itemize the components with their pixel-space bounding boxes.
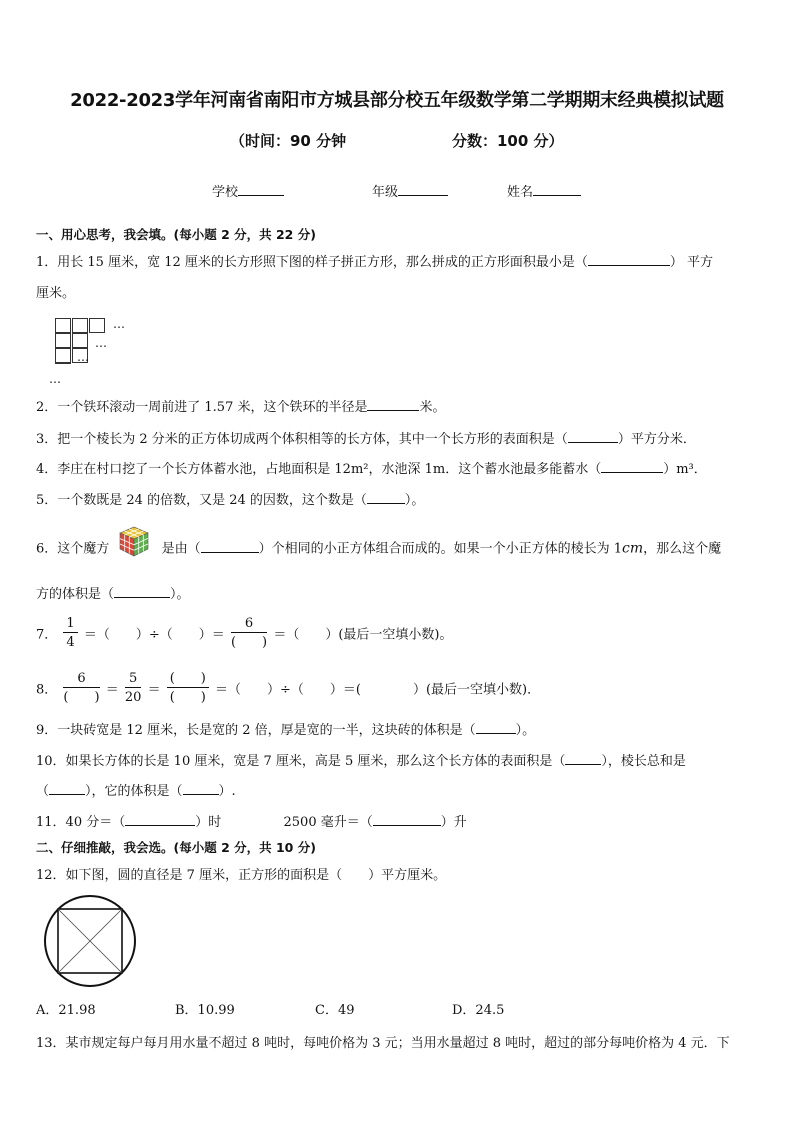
q12-option-d[interactable]: D．24.5 bbox=[452, 1003, 505, 1018]
q12-option-b[interactable]: B．10.99 bbox=[175, 1003, 235, 1018]
section-2-heading: 二、仔细推敲，我会选。(每小题 2 分，共 10 分) bbox=[36, 840, 316, 855]
ellipsis-row-2: … bbox=[95, 336, 106, 350]
question-3 bbox=[36, 428, 696, 447]
name-label: 姓名 bbox=[507, 185, 534, 200]
grade-field[interactable] bbox=[372, 181, 448, 200]
q8-fraction-2 bbox=[125, 672, 142, 704]
q1-text-3: 厘米。 bbox=[36, 286, 76, 301]
question-10-cont bbox=[36, 780, 236, 799]
rubiks-cube-icon bbox=[117, 524, 151, 562]
q2-text: 2．一个铁环滚动一周前进了 1.57 米，这个铁环的半径是 bbox=[36, 400, 368, 415]
q8-f1-denominator[interactable]: ( ) bbox=[63, 690, 100, 705]
q9-text-2: ）。 bbox=[515, 723, 536, 738]
question-9 bbox=[36, 719, 535, 738]
q6-volume-blank[interactable] bbox=[114, 585, 170, 598]
q7-fraction-2[interactable] bbox=[231, 617, 267, 649]
school-field[interactable] bbox=[212, 181, 284, 200]
figure-rect bbox=[72, 333, 88, 348]
question-4 bbox=[36, 458, 707, 477]
q1-answer-blank[interactable] bbox=[588, 253, 670, 266]
q7-text-2[interactable]: ＝（ ）(最后一空填小数)。 bbox=[273, 627, 453, 643]
q10-text-5: ）. bbox=[218, 784, 236, 799]
figure-rect bbox=[55, 333, 71, 348]
q8-f2-numerator: 5 bbox=[125, 672, 142, 688]
q11-liters-blank[interactable] bbox=[373, 813, 441, 826]
question-2 bbox=[36, 396, 446, 415]
question-7 bbox=[36, 617, 452, 649]
q6-unit: cm bbox=[621, 540, 644, 557]
ellipsis-row-4: … bbox=[49, 372, 60, 386]
q5-text-2: ）。 bbox=[404, 493, 425, 508]
q6-text-5: 方的体积是（ bbox=[36, 587, 115, 602]
question-8 bbox=[36, 672, 540, 704]
name-field[interactable] bbox=[507, 181, 581, 200]
q5-text: 5．一个数既是 24 的倍数，又是 24 的因数，这个数是（ bbox=[36, 493, 367, 508]
q1-text-2: ） 平方 bbox=[669, 255, 714, 270]
grade-blank[interactable] bbox=[398, 183, 448, 196]
question-10 bbox=[36, 750, 686, 769]
q8-f3-numerator[interactable]: ( ) bbox=[167, 672, 209, 688]
q10-text-2: ），棱长总和是 bbox=[601, 754, 686, 769]
q6-text-3: ）个相同的小正方体组合而成的。如果一个小正方体的棱长为 1 bbox=[258, 541, 622, 557]
q6-text-4: ，那么这个魔 bbox=[643, 541, 722, 557]
q8-equals-2: ＝ bbox=[147, 682, 161, 698]
q8-f1-numerator: 6 bbox=[63, 672, 99, 688]
question-13: 13．某市规定每户每月用水量不超过 8 吨时，每吨价格为 3 元；当用水量超过 8 吨时，超过的部分每吨价格为 4 元．下 bbox=[36, 1036, 730, 1051]
grade-label: 年级 bbox=[372, 185, 399, 200]
q9-text: 9．一块砖宽是 12 厘米，长是宽的 2 倍，厚是宽的一半，这块砖的体积是（ bbox=[36, 723, 476, 738]
q7-fraction-1 bbox=[63, 617, 77, 649]
circle-square-figure bbox=[40, 893, 140, 997]
q12-option-a[interactable]: A．21.98 bbox=[36, 1003, 96, 1018]
q2-text-2: 米。 bbox=[419, 400, 446, 415]
q1-text: 1．用长 15 厘米，宽 12 厘米的长方形照下图的样子拼正方形，那么拼成的正方形面积最小是（ bbox=[36, 255, 588, 270]
figure-rect bbox=[72, 318, 88, 333]
q3-text-2: ）平方分米． bbox=[617, 432, 696, 447]
q7-f2-numerator: 6 bbox=[231, 617, 267, 633]
q10-text: 10．如果长方体的长是 10 厘米，宽是 7 厘米，高是 5 厘米，那么这个长方体的表面积是（ bbox=[36, 754, 566, 769]
q10-volume-blank[interactable] bbox=[183, 782, 219, 795]
q4-answer-blank[interactable] bbox=[601, 460, 663, 473]
q8-f2-denominator: 20 bbox=[124, 690, 142, 705]
figure-rect-edge bbox=[55, 363, 71, 364]
question-6-cont bbox=[36, 583, 190, 602]
q10-text-4: ），它的体积是（ bbox=[85, 784, 183, 799]
q8-number: 8． bbox=[36, 682, 58, 698]
exam-time: （时间：90 分钟 bbox=[230, 132, 347, 150]
q8-equals: ＝ bbox=[105, 682, 119, 698]
q3-answer-blank[interactable] bbox=[568, 430, 618, 443]
figure-rect bbox=[89, 318, 105, 333]
q10-area-blank[interactable] bbox=[565, 752, 601, 765]
q8-fraction-3[interactable] bbox=[167, 672, 209, 704]
q2-answer-blank[interactable] bbox=[367, 398, 419, 411]
exam-title: 2022-2023学年河南省南阳市方城县部分校五年级数学第二学期期末经典模拟试题 bbox=[70, 90, 724, 111]
q11-text-3: 2500 毫升＝（ bbox=[283, 815, 373, 830]
q7-f1-denominator: 4 bbox=[66, 635, 75, 650]
q11-text-2: ）时 bbox=[195, 815, 222, 830]
q12-option-c[interactable]: C．49 bbox=[315, 1003, 355, 1018]
q11-text: 11．40 分＝（ bbox=[36, 815, 126, 830]
ellipsis-row-3: … bbox=[77, 350, 88, 364]
ellipsis-row-1: … bbox=[113, 317, 124, 331]
q4-text-2: ）m³． bbox=[663, 462, 707, 477]
question-11 bbox=[36, 811, 467, 830]
question-6 bbox=[36, 536, 721, 562]
figure-rect bbox=[55, 318, 71, 333]
q8-f3-denominator[interactable]: ( ) bbox=[169, 690, 206, 705]
figure-rect bbox=[55, 348, 71, 363]
q7-f2-denominator[interactable]: ( ) bbox=[230, 635, 268, 650]
question-5 bbox=[36, 489, 424, 508]
q8-text[interactable]: ＝（ ）÷（ ）＝( ）(最后一空填小数)． bbox=[215, 682, 541, 698]
school-label: 学校 bbox=[212, 185, 239, 200]
q6-text-2: 是由（ bbox=[161, 541, 201, 557]
name-blank[interactable] bbox=[533, 183, 581, 196]
q6-text: 6．这个魔方 bbox=[36, 541, 110, 557]
school-blank[interactable] bbox=[238, 183, 284, 196]
q6-count-blank[interactable] bbox=[201, 540, 259, 553]
q5-answer-blank[interactable] bbox=[367, 491, 405, 504]
q7-number: 7． bbox=[36, 627, 58, 643]
question-1 bbox=[36, 251, 713, 270]
section-1-heading: 一、用心思考，我会填。(每小题 2 分，共 22 分) bbox=[36, 227, 316, 242]
q3-text: 3．把一个棱长为 2 分米的正方体切成两个体积相等的长方体，其中一个长方形的表面积是（ bbox=[36, 432, 568, 447]
q7-text[interactable]: ＝（ ）÷（ ）＝ bbox=[83, 627, 225, 643]
q9-answer-blank[interactable] bbox=[476, 721, 516, 734]
q10-edge-blank[interactable] bbox=[49, 782, 85, 795]
q11-hours-blank[interactable] bbox=[125, 813, 195, 826]
q4-text: 4．李庄在村口挖了一个长方体蓄水池，占地面积是 12m²，水池深 1m．这个蓄水池最多能蓄水（ bbox=[36, 462, 602, 477]
q6-text-6: ）。 bbox=[170, 587, 190, 602]
q7-f1-numerator: 1 bbox=[63, 617, 77, 633]
question-12: 12．如下图，圆的直径是 7 厘米，正方形的面积是（ ）平方厘米。 bbox=[36, 868, 447, 883]
exam-score: 分数：100 分） bbox=[452, 132, 564, 150]
q10-text-3: （ bbox=[36, 784, 50, 799]
q11-text-4: ）升 bbox=[440, 815, 467, 830]
q8-fraction-1[interactable] bbox=[63, 672, 99, 704]
